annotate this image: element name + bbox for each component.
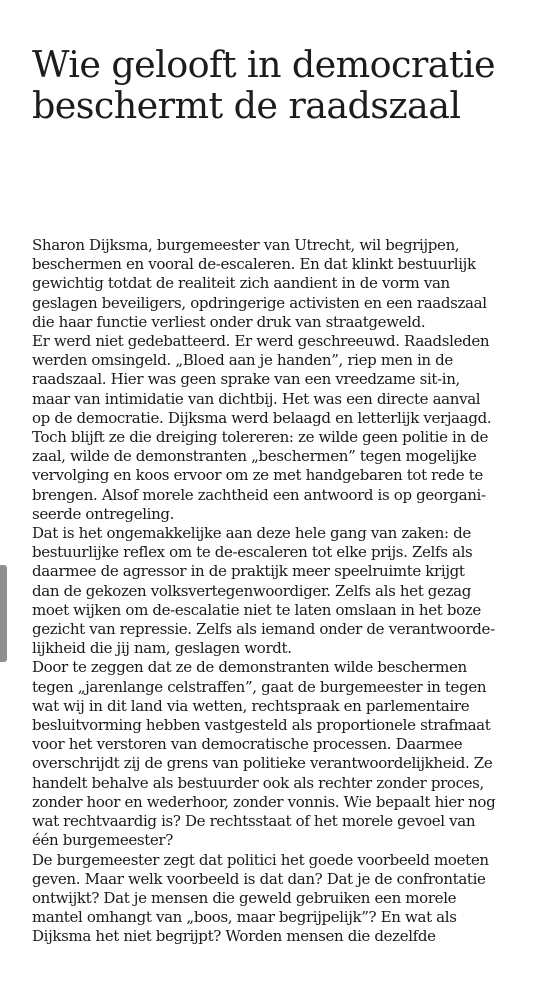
text-line: bestuurlijke reflex om te de-escaleren tot elke prijs. Zelfs als (32, 543, 473, 562)
text-line: maar van intimidatie van dichtbij. Het was een directe aanval (32, 389, 481, 408)
text-line: seerde ontregeling. (32, 504, 175, 523)
text-line: werden omsingeld. „Bloed aan je handen”, riep men in de (32, 351, 453, 370)
text-line: Dijksma het niet begrijpt? Worden mensen die dezelfde (32, 927, 436, 946)
text-line: lijkheid die jij nam, geslagen wordt. (32, 639, 292, 658)
text-line: voor het verstoren van democratische processen. Daarmee (32, 735, 463, 754)
text-line: één burgemeester? (32, 831, 173, 850)
text-line: Dat is het ongemakkelijke aan deze hele gang van zaken: de (32, 524, 471, 543)
text-line: wat wij in dit land via wetten, rechtspraak en parlementaire (32, 696, 470, 715)
text-line: besluitvorming hebben vastgesteld als proportionele strafmaat (32, 716, 491, 735)
text-line: geslagen beveiligers, opdringerige activisten en een raadszaal (32, 293, 487, 312)
text-line: gewichtig totdat de realiteit zich aandient in de vorm van (32, 274, 450, 293)
text-line: tegen „jarenlange celstraffen”, gaat de burgemeester in tegen (32, 677, 487, 696)
text-line: dan de gekozen volksvertegenwoordiger. Zelfs als het gezag (32, 581, 471, 600)
text-line: raadszaal. Hier was geen sprake van een vreedzame sit-in, (32, 370, 460, 389)
text-line: Door te zeggen dat ze de demonstranten wilde beschermen (32, 658, 467, 677)
paragraph-3 (32, 524, 547, 658)
text-line: wat rechtvaardig is? De rechtsstaat of het morele gevoel van (32, 812, 476, 831)
article-headline (32, 44, 547, 126)
text-line: zaal, wilde de demonstranten „beschermen” tegen mogelijke (32, 447, 477, 466)
text-line: ontwijkt? Dat je mensen die geweld gebruiken een morele (32, 888, 457, 907)
text-line: Er werd niet gedebatteerd. Er werd geschreeuwd. Raadsleden (32, 332, 490, 351)
text-line: De burgemeester zegt dat politici het goede voorbeeld moeten (32, 850, 489, 869)
text-line: zonder hoor en wederhoor, zonder vonnis. Wie bepaalt hier nog (32, 792, 496, 811)
paragraph-1 (32, 236, 547, 332)
text-line: brengen. Alsof morele zachtheid een antwoord is op georgani- (32, 485, 486, 504)
paragraph-2 (32, 332, 547, 524)
paragraph-5 (32, 851, 547, 947)
paragraph-4 (32, 658, 547, 850)
text-line: daarmee de agressor in de praktijk meer speelruimte krijgt (32, 562, 465, 581)
text-line: moet wijken om de-escalatie niet te laten omslaan in het boze (32, 600, 481, 619)
headline-line: beschermt de raadszaal (32, 84, 461, 127)
text-line: mantel omhangt van „boos, maar begrijpelijk”? En wat als (32, 908, 457, 927)
text-line: vervolging en koos ervoor om ze met handgebaren tot rede te (32, 466, 483, 485)
article-body (32, 236, 547, 947)
text-line: op de democratie. Dijksma werd belaagd en letterlijk verjaagd. (32, 408, 492, 427)
text-line: gezicht van repressie. Zelfs als iemand onder de verantwoorde- (32, 620, 495, 639)
text-line: Sharon Dijksma, burgemeester van Utrecht, wil begrijpen, (32, 236, 460, 254)
text-line: Toch blijft ze die dreiging tolereren: ze wilde geen politie in de (32, 428, 488, 447)
scroll-handle[interactable] (0, 565, 7, 662)
text-line: die haar functie verliest onder druk van straatgeweld. (32, 312, 426, 331)
text-line: handelt behalve als bestuurder ook als rechter zonder proces, (32, 773, 484, 792)
text-line: overschrijdt zij de grens van politieke verantwoordelijkheid. Ze (32, 754, 493, 773)
text-line: beschermen en vooral de-escaleren. En dat klinkt bestuurlijk (32, 255, 476, 274)
text-line: geven. Maar welk voorbeeld is dat dan? Dat je de confrontatie (32, 869, 486, 888)
headline-line: Wie gelooft in democratie (32, 43, 496, 86)
